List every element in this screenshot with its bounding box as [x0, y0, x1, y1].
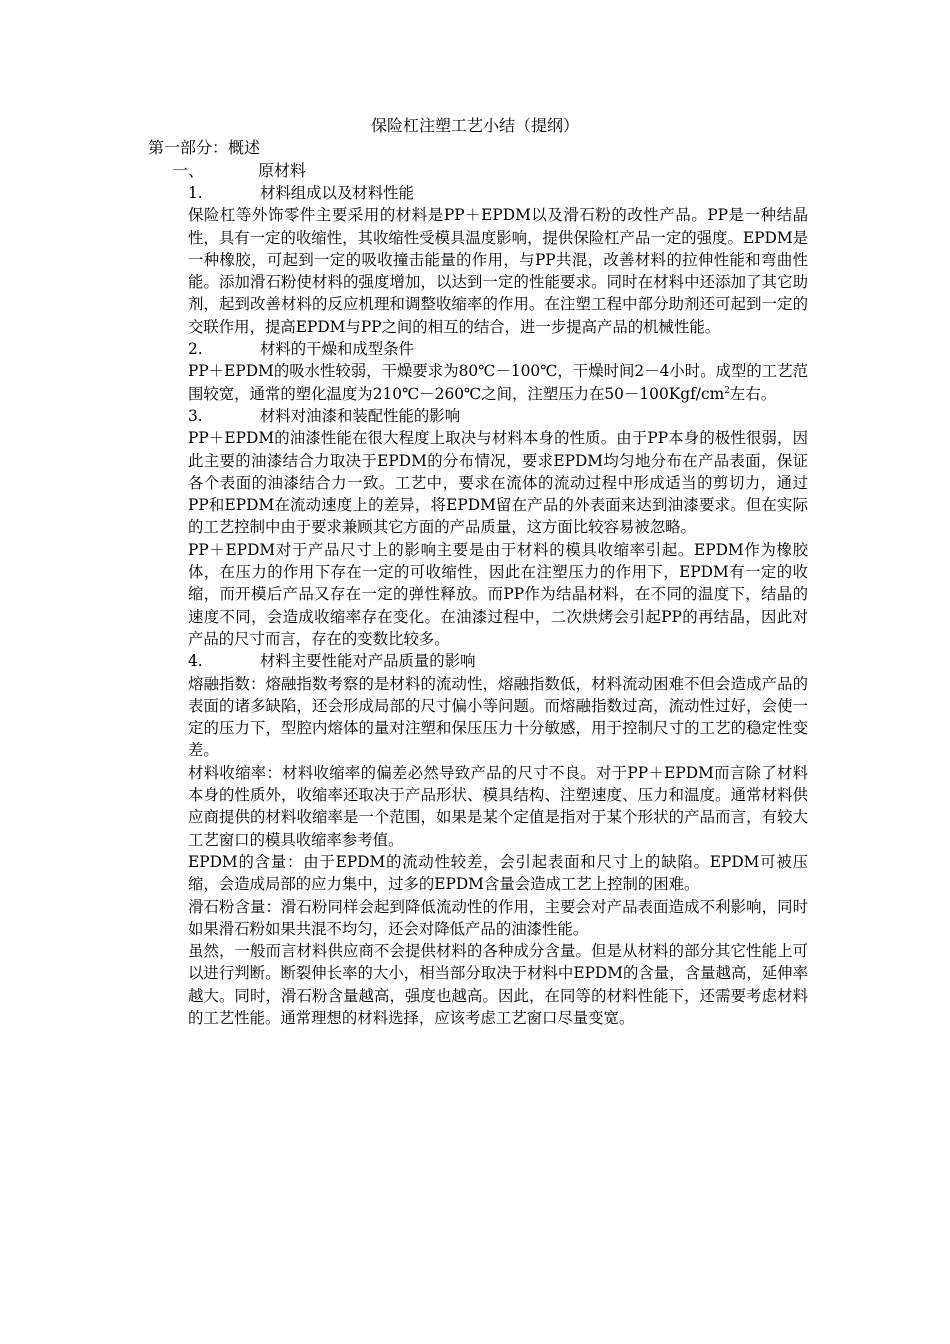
paragraph-material-composition: 保险杠等外饰零件主要采用的材料是PP＋EPDM以及滑石粉的改性产品。PP是一种结晶性，具有一定的收缩性，其收缩性受模具温度影响，提供保险杠产品一定的强度。EPDM是一种橡胶，可起到一定的吸收撞击能量的作用，与PP共混，改善材料的拉伸性能和弯曲性能。添加滑石粉使材料的强度增加，以达到一定的性能要求。同时在材料中还添加了其它助剂，起到改善材料的反应机理和调整收缩率的作用。在注塑工程中部分助剂还可起到一定的交联作用，提高EPDM与PP之间的相互的结合，进一步提高产品的机械性能。 [188, 206, 808, 336]
section-label: 原材料 [258, 161, 307, 180]
subheading-3 [188, 405, 808, 427]
paragraph-talc-content: 滑石粉含量：滑石粉同样会起到降低流动性的作用，主要会对产品表面造成不利影响，同时如果滑石粉如果共混不均匀，还会对降低产品的油漆性能。 [188, 897, 808, 938]
paragraph-melt-index: 熔融指数：熔融指数考察的是材料的流动性，熔融指数低，材料流动困难不但会造成产品的表面的诸多缺陷，还会形成局部的尺寸偏小等问题。而熔融指数过高，流动性过好，会使一定的压力下，型腔内熔体的量对注塑和保压压力十分敏感，用于控制尺寸的工艺的稳定性变差。 [188, 674, 808, 760]
subheading-2 [188, 338, 808, 360]
subheading-number: 1. [188, 184, 203, 202]
document-body [188, 182, 808, 1029]
paragraph-conclusion: 虽然，一般而言材料供应商不会提供材料的各种成分含量。但是从材料的部分其它性能上可以进行判断。断裂伸长率的大小，相当部分取决于材料中EPDM的含量，含量越高，延伸率越大。同时，滑石粉含量越高，强度也越高。因此，在同等的材料性能下，还需要考虑材料的工艺性能。通常理想的材料选择，应该考虑工艺窗口尽量变宽。 [188, 942, 808, 1027]
subheading-label: 材料组成以及材料性能 [260, 184, 414, 202]
part-heading: 第一部分：概述 [148, 138, 261, 157]
subheading-number: 4. [188, 652, 203, 671]
paragraph-drying-conditions [188, 360, 808, 405]
paragraph-paint-performance: PP＋EPDM的油漆性能在很大程度上取决与材料本身的性质。由于PP本身的极性很弱，因此主要的油漆结合力取决于EPDM的分布情况，要求EPDM均匀地分布在产品表面，保证各个表面的油漆结合力一致。工艺中，要求在流体的流动过程中形成适当的剪切力，通过PP和EPDM在流动速度上的差异，将EPDM留在产品的外表面来达到油漆要求。但在实际的工艺控制中由于要求兼顾其它方面的产品质量，这方面比较容易被忽略。 [188, 429, 808, 537]
document-title: 保险杠注塑工艺小结（提纲） [370, 116, 579, 135]
subheading-4 [188, 650, 808, 672]
paragraph-epdm-content: EPDM的含量：由于EPDM的流动性较差，会引起表面和尺寸上的缺陷。EPDM可被压缩，会造成局部的应力集中，过多的EPDM含量会造成工艺上控制的困难。 [188, 852, 808, 894]
subheading-number: 3. [188, 406, 203, 425]
section-heading [172, 161, 306, 181]
section-number: 一、 [172, 161, 205, 180]
superscript: 2 [724, 385, 730, 396]
subheading-1 [188, 182, 808, 204]
paragraph-text: 左右。 [729, 384, 777, 403]
paragraph-shrinkage: 材料收缩率：材料收缩率的偏差必然导致产品的尺寸不良。对于PP＋EPDM而言除了材料本身的性质外，收缩率还取决于产品形状、模具结构、注塑速度、压力和温度。通常材料供应商提供的材料收缩率是一个范围，如果是某个定值是指对于某个形状的产品而言，有较大工艺窗口的模具收缩率参考值。 [188, 763, 808, 849]
subheading-label: 材料主要性能对产品质量的影响 [260, 652, 476, 671]
paragraph-dimension-effect: PP＋EPDM对于产品尺寸上的影响主要是由于材料的模具收缩率引起。EPDM作为橡胶体，在压力的作用下存在一定的可收缩性，因此在注塑压力的作用下，EPDM有一定的收缩，而开模后产品又存在一定的弹性释放。而PP作为结晶材料，在不同的温度下，结晶的速度不同，会造成收缩率存在变化。在油漆过程中，二次烘烤会引起PP的再结晶，因此对产品的尺寸而言，存在的变数比较多。 [188, 540, 808, 648]
subheading-label: 材料的干燥和成型条件 [260, 340, 414, 359]
subheading-label: 材料对油漆和装配性能的影响 [260, 406, 461, 425]
paragraph-text: PP＋EPDM的吸水性较弱，干燥要求为80℃－100℃，干燥时间2－4小时。成型的工艺范围较宽，通常的塑化温度为210℃－260℃之间，注塑压力在50－100Kgf/cm [188, 362, 808, 403]
subheading-number: 2. [188, 340, 203, 359]
